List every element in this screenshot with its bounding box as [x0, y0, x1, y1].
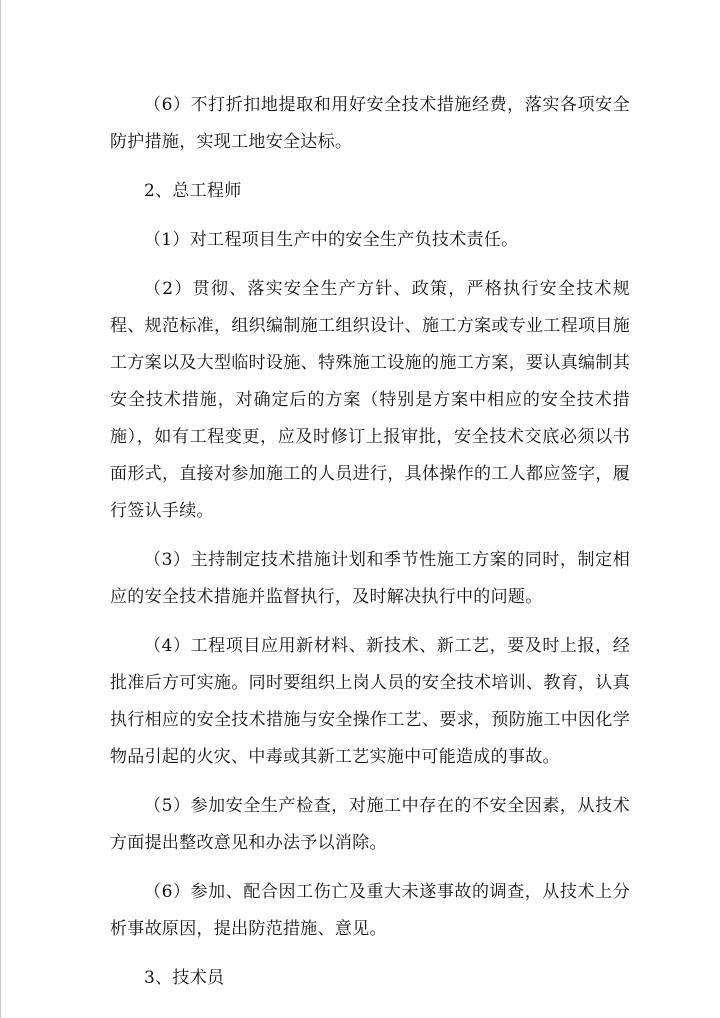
paragraph-item-5-inspection: （5）参加安全生产检查，对施工中存在的不安全因素，从技术方面提出整改意见和办法予以消除。 — [110, 796, 630, 853]
paragraph-item-3-planning: （3）主持制定技术措施计划和季节性施工方案的同时，制定相应的安全技术措施并监督执行，及时解决执行中的问题。 — [110, 550, 630, 607]
paragraph-item-6-investigation: （6）参加、配合因工伤亡及重大未遂事故的调查，从技术上分析事故原因，提出防范措施、意见。 — [110, 882, 630, 939]
paragraph-item-4-new-technology: （4）工程项目应用新材料、新技术、新工艺，要及时上报，经批准后方可实施。同时要组织上岗人员的安全技术培训、教育，认真执行相应的安全技术措施与安全操作工艺、要求，预防施工中因化学物品引起的火灾、中毒或其新工艺实施中可能造成的事故。 — [110, 636, 630, 767]
paragraph-item-1-responsibility: （1）对工程项目生产中的安全生产负技术责任。 — [144, 230, 519, 250]
document-body — [110, 87, 630, 1009]
paragraph-item-6-funding: （6）不打折扣地提取和用好安全技术措施经费，落实各项安全防护措施，实现工地安全达标。 — [110, 95, 630, 152]
section-heading-chief-engineer: 2、总工程师 — [144, 181, 242, 201]
page-edge — [0, 0, 1, 1018]
section-heading-technician: 3、技术员 — [144, 968, 225, 988]
paragraph-item-2-implementation: （2）贯彻、落实安全生产方针、政策，严格执行安全技术规程、规范标准，组织编制施工组织设计、施工方案或专业工程项目施工方案以及大型临时设施、特殊施工设施的施工方案，要认真编制其安全技术措施，对确定后的方案（特别是方案中相应的安全技术措施），如有工程变更，应及时修订上报审批，安全技术交底必须以书面形式，直接对参加施工的人员进行，具体操作的工人都应签字，履行签认手续。 — [110, 279, 630, 521]
